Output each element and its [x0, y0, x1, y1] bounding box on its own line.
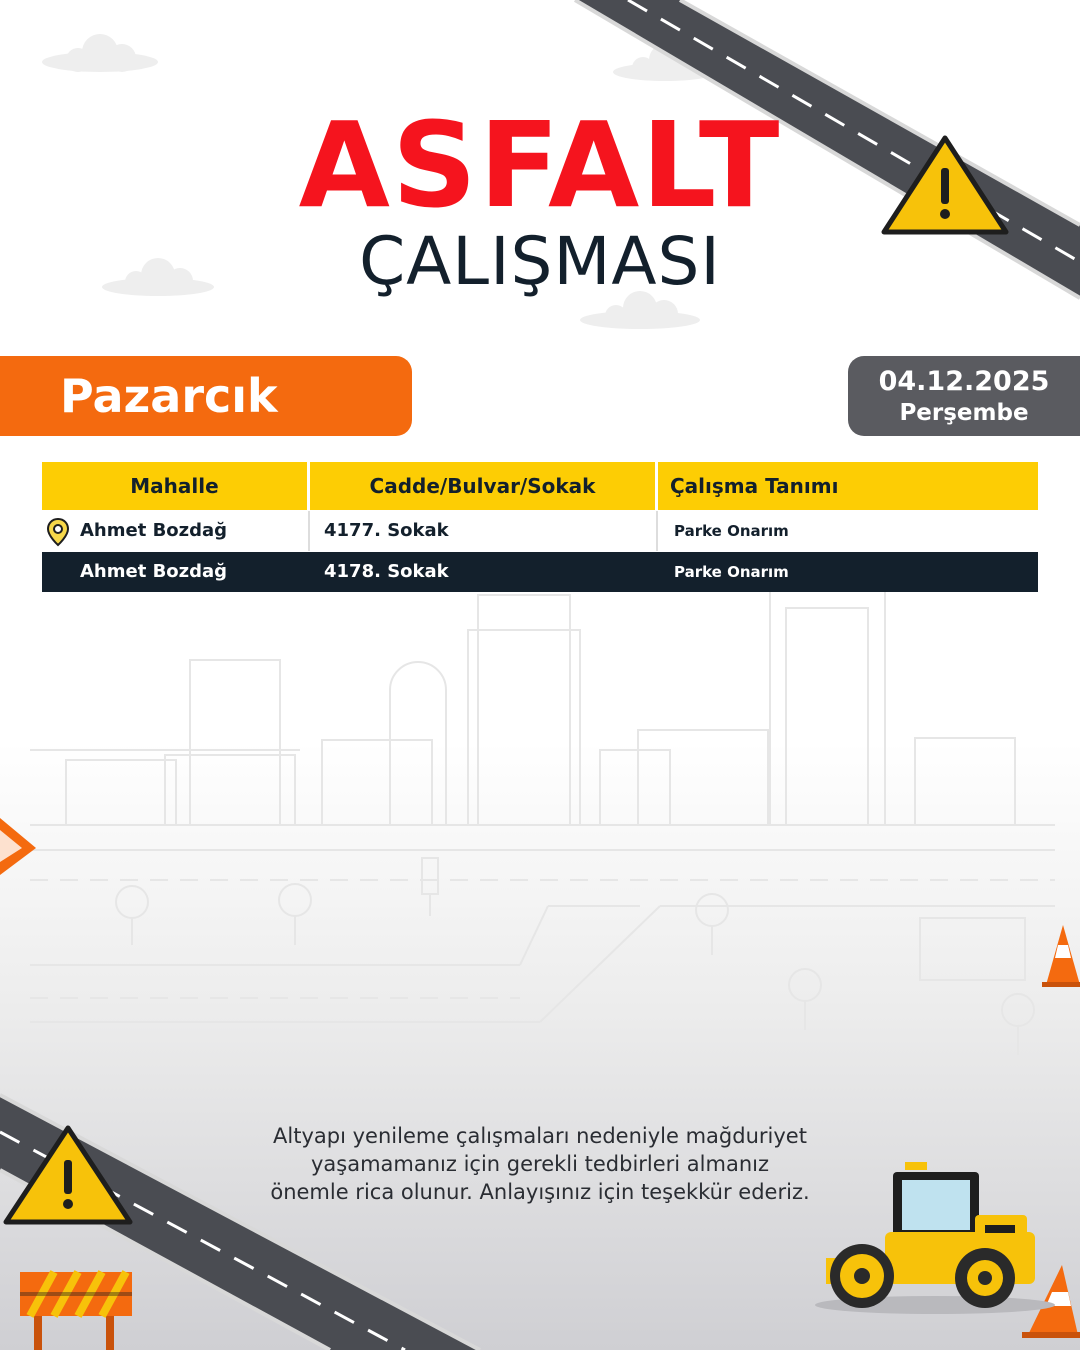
- barrier-icon: [20, 1272, 132, 1350]
- header-street: Cadde/Bulvar/Sokak: [310, 462, 658, 510]
- cell-work-description: Parke Onarım: [674, 563, 789, 581]
- date-value: 04.12.2025: [878, 366, 1050, 397]
- page-subtitle: ÇALIŞMASI: [359, 223, 721, 300]
- table-header: [42, 462, 1038, 510]
- location-pin-icon: [46, 517, 70, 547]
- district-label: Pazarcık: [0, 356, 412, 436]
- cell-street: 4177. Sokak: [310, 511, 658, 551]
- cell-work-description: Parke Onarım: [674, 522, 789, 540]
- cell-neighborhood: [42, 511, 310, 551]
- cell-neighborhood: Ahmet Bozdağ: [80, 561, 228, 582]
- notice-line: önemle rica olunur. Anlayışınız için teşekkür ederiz.: [270, 1180, 810, 1204]
- cell-street: 4178. Sokak: [324, 561, 449, 582]
- notice-text: [200, 1122, 880, 1206]
- page-title: ASFALT: [298, 96, 782, 234]
- table-row: [42, 511, 1038, 551]
- date-weekday: Perşembe: [899, 400, 1029, 426]
- notice-line: Altyapı yenileme çalışmaları nedeniyle mağduriyet: [273, 1124, 807, 1148]
- traffic-cone-icon: [1042, 925, 1080, 987]
- city-skyline: [30, 590, 1055, 1055]
- works-table: [42, 462, 1038, 592]
- traffic-cone-icon: [0, 818, 36, 875]
- notice-line: yaşamamanız için gerekli tedbirleri almanız: [310, 1152, 770, 1176]
- header-work-description: Çalışma Tanımı: [658, 462, 1038, 510]
- date-badge: [848, 356, 1080, 436]
- cell-neighborhood-text: Ahmet Bozdağ: [80, 520, 228, 541]
- table-row: [42, 552, 1038, 592]
- header-neighborhood: Mahalle: [42, 462, 310, 510]
